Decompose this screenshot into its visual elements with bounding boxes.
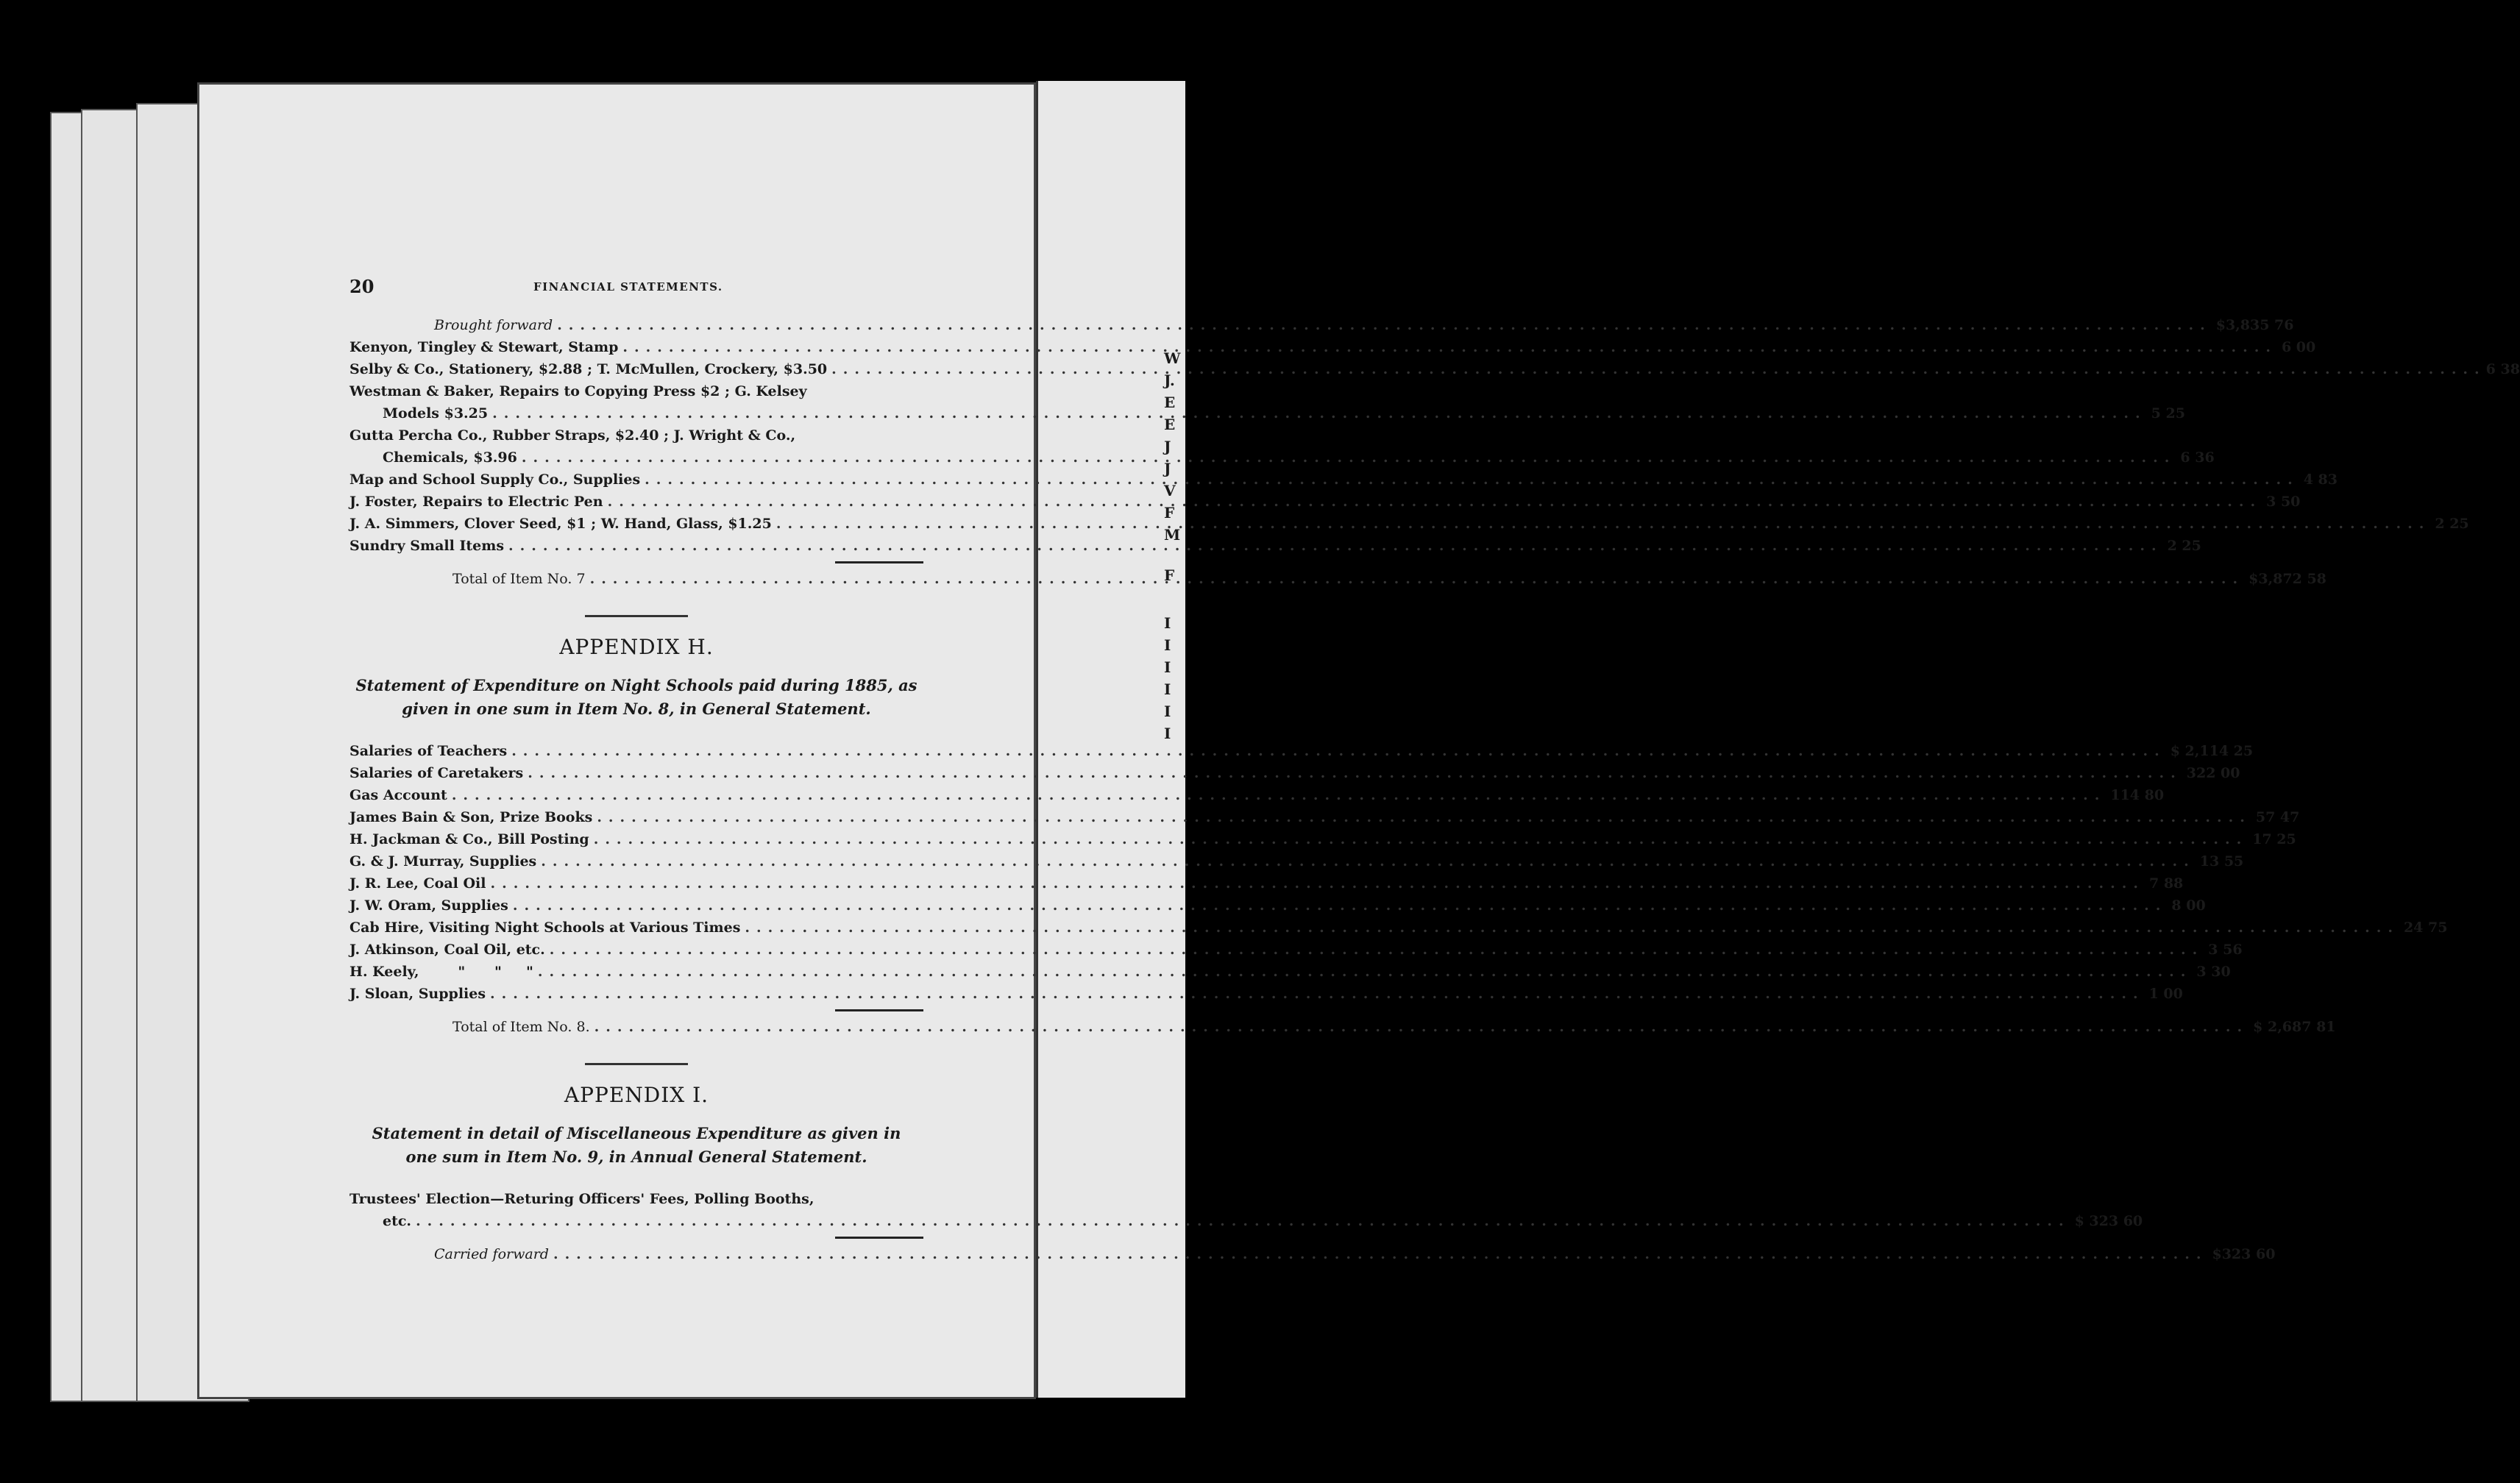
row-label: J. Foster, Repairs to Electric Pen xyxy=(349,494,603,510)
appendix-i-subtitle xyxy=(349,1122,923,1169)
expenditure-row-line2 xyxy=(349,1210,2143,1232)
row-label-continued: Models $3.25 xyxy=(383,405,489,422)
leader-dots xyxy=(618,336,2282,358)
facing-page-letter: I xyxy=(1164,614,1171,632)
facing-page-letter: I xyxy=(1164,725,1171,742)
leader-dots xyxy=(827,358,2486,380)
expenditure-row xyxy=(349,469,2338,491)
facing-page-letter: E xyxy=(1164,416,1176,433)
page-content xyxy=(349,276,2520,1265)
expenditure-row xyxy=(349,491,2301,513)
total-rule xyxy=(835,1009,923,1011)
row-amount: 13 55 xyxy=(2199,853,2244,869)
leader-dots xyxy=(603,491,2267,513)
row-amount: 57 47 xyxy=(2255,809,2300,825)
row-amount: 8 00 xyxy=(2171,897,2206,914)
row-label: J. R. Lee, Coal Oil xyxy=(349,875,486,892)
row-label: Map and School Supply Co., Supplies xyxy=(349,472,641,488)
leader-dots xyxy=(486,872,2149,895)
facing-page-letter: J. xyxy=(1164,371,1175,389)
leader-dots xyxy=(640,469,2304,491)
total-row xyxy=(349,1016,2336,1038)
facing-page-letter: I xyxy=(1164,658,1171,676)
expenditure-row-line1 xyxy=(349,424,923,447)
leader-dots xyxy=(488,402,2151,424)
leader-dots xyxy=(486,983,2149,1005)
row-label: J. A. Simmers, Clover Seed, $1 ; W. Hand, Glass, $1.25 xyxy=(349,516,772,532)
leader-dots xyxy=(592,806,2256,828)
row-label: Gutta Percha Co., Rubber Straps, $2.40 ; J. Wright & Co., xyxy=(349,427,796,444)
row-amount: 3 50 xyxy=(2266,494,2301,510)
leader-dots xyxy=(536,850,2200,872)
appendix-h-title: APPENDIX H. xyxy=(559,635,714,659)
expenditure-row xyxy=(349,895,2206,917)
facing-page-letter: J xyxy=(1164,460,1171,477)
expenditure-row xyxy=(349,872,2184,895)
total-label: Total of Item No. 7 xyxy=(452,571,586,587)
row-label: Trustees' Election—Returing Officers' Fees, Polling Booths, xyxy=(349,1191,814,1207)
total-row xyxy=(349,568,2326,590)
row-label: Sundry Small Items xyxy=(349,538,505,554)
row-label: J. W. Oram, Supplies xyxy=(349,897,508,914)
leader-dots xyxy=(517,447,2181,469)
leader-dots xyxy=(523,762,2187,784)
leader-dots xyxy=(549,1243,2212,1265)
row-label: Salaries of Teachers xyxy=(349,743,508,759)
row-label: G. & J. Murray, Supplies xyxy=(349,853,537,869)
row-amount: 1 00 xyxy=(2148,986,2183,1002)
row-amount: $ 2,114 25 xyxy=(2170,743,2254,759)
expenditure-row xyxy=(349,917,2448,939)
row-amount: 6 38 xyxy=(2485,361,2520,377)
facing-page-letter: V xyxy=(1164,482,1176,499)
leader-dots xyxy=(545,939,2209,961)
leader-dots xyxy=(533,961,2197,983)
expenditure-row xyxy=(349,850,2244,872)
row-amount: 17 25 xyxy=(2252,831,2296,847)
row-label: James Bain & Son, Prize Books xyxy=(349,809,593,825)
row-amount: $323 60 xyxy=(2212,1246,2276,1262)
section-separator xyxy=(585,615,688,617)
leader-dots xyxy=(740,917,2404,939)
expenditure-row-line1 xyxy=(349,380,923,402)
row-amount: 5 25 xyxy=(2151,405,2185,422)
leader-dots xyxy=(508,895,2172,917)
row-amount: $ 323 60 xyxy=(2074,1213,2143,1229)
page-header xyxy=(349,276,923,305)
expenditure-row xyxy=(349,762,2240,784)
section-separator xyxy=(585,1063,688,1065)
row-label: J. Sloan, Supplies xyxy=(349,986,486,1002)
expenditure-row xyxy=(349,939,2243,961)
total-label: Total of Item No. 8. xyxy=(452,1019,590,1035)
row-label: Salaries of Caretakers xyxy=(349,765,524,781)
row-amount: 7 88 xyxy=(2149,875,2184,892)
expenditure-row xyxy=(349,784,2165,806)
row-amount: 2 25 xyxy=(2167,538,2201,554)
subtitle-line: one sum in Item No. 9, in Annual General Statement. xyxy=(405,1148,867,1166)
row-amount: 3 56 xyxy=(2208,942,2243,958)
facing-page xyxy=(1036,81,1185,1398)
leader-dots xyxy=(447,784,2111,806)
total-amount: $ 2,687 81 xyxy=(2253,1019,2336,1035)
row-label-continued: etc. xyxy=(383,1213,412,1229)
expenditure-row xyxy=(349,358,2520,380)
row-label: J. Atkinson, Coal Oil, etc. xyxy=(349,942,545,958)
subtitle-line: Statement in detail of Miscellaneous Expenditure as given in xyxy=(372,1124,901,1142)
row-amount: 6 00 xyxy=(2281,339,2316,355)
row-label: Westman & Baker, Repairs to Copying Press $2 ; G. Kelsey xyxy=(349,383,807,399)
expenditure-row xyxy=(349,828,2296,850)
leader-dots xyxy=(589,828,2253,850)
row-amount: 3 30 xyxy=(2196,964,2231,980)
expenditure-row-line1 xyxy=(349,1188,923,1210)
row-amount: 6 36 xyxy=(2180,449,2215,466)
row-label: Gas Account xyxy=(349,787,447,803)
subtitle-line: Statement of Expenditure on Night Schools paid during 1885, as xyxy=(355,676,918,694)
leader-dots xyxy=(772,513,2435,535)
row-label: Cab Hire, Visiting Night Schools at Various Times xyxy=(349,920,741,936)
row-label-continued: Chemicals, $3.96 xyxy=(383,449,517,466)
row-label: H. Jackman & Co., Bill Posting xyxy=(349,831,589,847)
expenditure-row-line2 xyxy=(349,402,2185,424)
leader-dots xyxy=(411,1210,2075,1232)
expenditure-row xyxy=(349,513,2469,535)
facing-page-letter: F xyxy=(1164,504,1175,522)
row-label: Carried forward xyxy=(434,1246,549,1262)
leader-dots xyxy=(553,314,2216,336)
facing-page-letter: I xyxy=(1164,703,1171,720)
facing-page-letter: E xyxy=(1164,394,1176,411)
row-amount: $3,835 76 xyxy=(2215,317,2294,333)
brought-forward-row xyxy=(349,314,2294,336)
row-amount: 24 75 xyxy=(2403,920,2448,936)
row-label: Brought forward xyxy=(434,317,553,333)
total-rule xyxy=(835,1237,923,1239)
facing-page-letter: F xyxy=(1164,566,1175,584)
expenditure-row xyxy=(349,740,2254,762)
expenditure-row xyxy=(349,336,2316,358)
expenditure-row xyxy=(349,961,2231,983)
facing-page-letter: M xyxy=(1164,526,1181,544)
leader-dots xyxy=(590,1016,2254,1038)
row-amount: 2 25 xyxy=(2435,516,2469,532)
facing-page-letter: W xyxy=(1164,349,1181,367)
leader-dots xyxy=(507,740,2171,762)
expenditure-row xyxy=(349,535,2201,557)
facing-page-letter: I xyxy=(1164,636,1171,654)
row-amount: 4 83 xyxy=(2303,472,2338,488)
leader-dots xyxy=(586,568,2249,590)
row-label: Selby & Co., Stationery, $2.88 ; T. McMullen, Crockery, $3.50 xyxy=(349,361,828,377)
total-rule xyxy=(835,561,923,563)
leader-dots xyxy=(504,535,2168,557)
page-number: 20 xyxy=(349,276,375,297)
row-label: H. Keely, " " " xyxy=(349,964,533,980)
total-amount: $3,872 58 xyxy=(2249,571,2326,587)
row-amount: 114 80 xyxy=(2110,787,2165,803)
subtitle-line: given in one sum in Item No. 8, in General Statement. xyxy=(402,700,871,718)
expenditure-row xyxy=(349,806,2300,828)
row-label: Kenyon, Tingley & Stewart, Stamp xyxy=(349,339,619,355)
row-amount: 322 00 xyxy=(2186,765,2240,781)
facing-page-letter: J xyxy=(1164,438,1171,455)
expenditure-row-line2 xyxy=(349,447,2215,469)
running-head: FINANCIAL STATEMENTS. xyxy=(533,280,723,294)
appendix-h-subtitle xyxy=(349,674,923,721)
appendix-i-title: APPENDIX I. xyxy=(564,1083,709,1107)
facing-page-letter: I xyxy=(1164,680,1171,698)
carried-forward-row xyxy=(349,1243,2276,1265)
expenditure-row xyxy=(349,983,2183,1005)
